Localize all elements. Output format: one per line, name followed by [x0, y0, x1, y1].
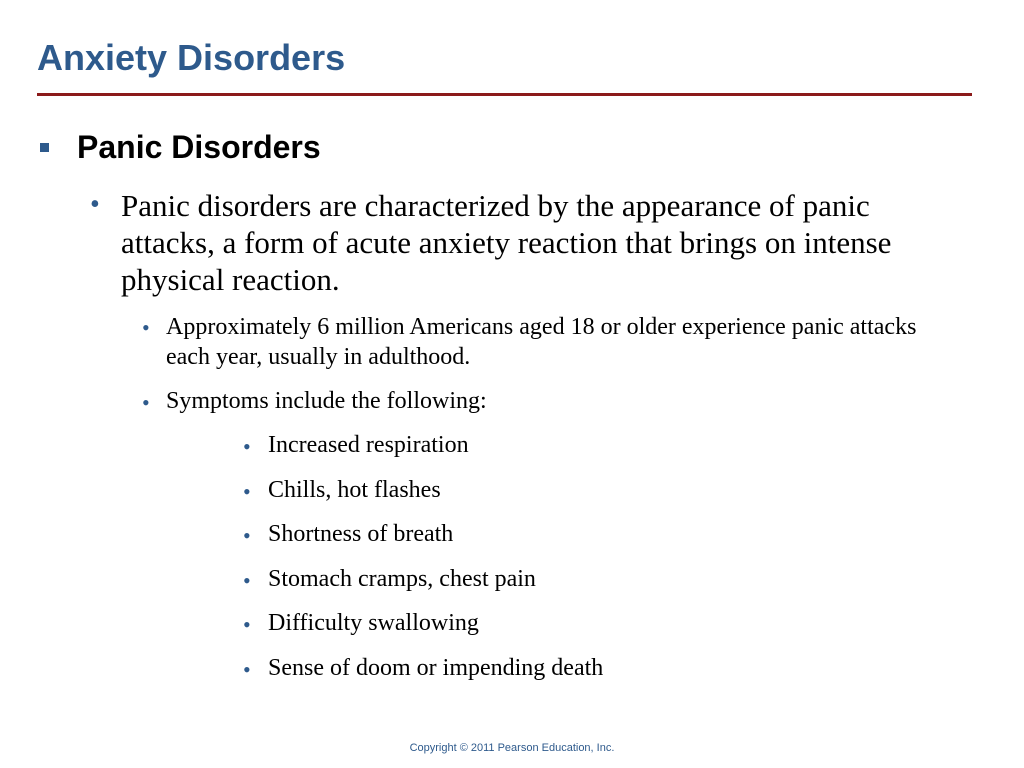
round-bullet-icon: • [243, 479, 251, 504]
heading-panic-disorders: Panic Disorders [77, 129, 321, 165]
round-bullet-icon: • [243, 523, 251, 548]
round-bullet-icon: • [142, 315, 150, 340]
round-bullet-icon: • [142, 390, 150, 415]
sub-point-symptoms-intro: Symptoms include the following: [166, 388, 487, 414]
round-bullet-icon: • [243, 657, 251, 682]
round-bullet-icon: • [243, 434, 251, 459]
sub-point-prevalence: Approximately 6 million Americans aged 18 or older experience panic attacks each year, usually in adulthood. [166, 314, 917, 370]
symptom-item: Stomach cramps, chest pain [268, 566, 536, 592]
round-bullet-icon: • [90, 189, 100, 220]
symptom-item: Shortness of breath [268, 521, 454, 547]
round-bullet-icon: • [243, 568, 251, 593]
square-bullet-icon [40, 143, 49, 152]
symptom-item: Difficulty swallowing [268, 610, 479, 636]
symptom-item: Sense of doom or impending death [268, 655, 604, 681]
title-divider [37, 93, 972, 96]
slide-title: Anxiety Disorders [37, 37, 346, 78]
round-bullet-icon: • [243, 612, 251, 637]
symptom-item: Increased respiration [268, 432, 469, 458]
copyright-footer: Copyright © 2011 Pearson Education, Inc. [409, 742, 615, 754]
main-point-text: Panic disorders are characterized by the appearance of panic attacks, a form of acute anxiety reaction that brings on intense physical reaction. [121, 188, 892, 297]
symptom-item: Chills, hot flashes [268, 477, 441, 503]
